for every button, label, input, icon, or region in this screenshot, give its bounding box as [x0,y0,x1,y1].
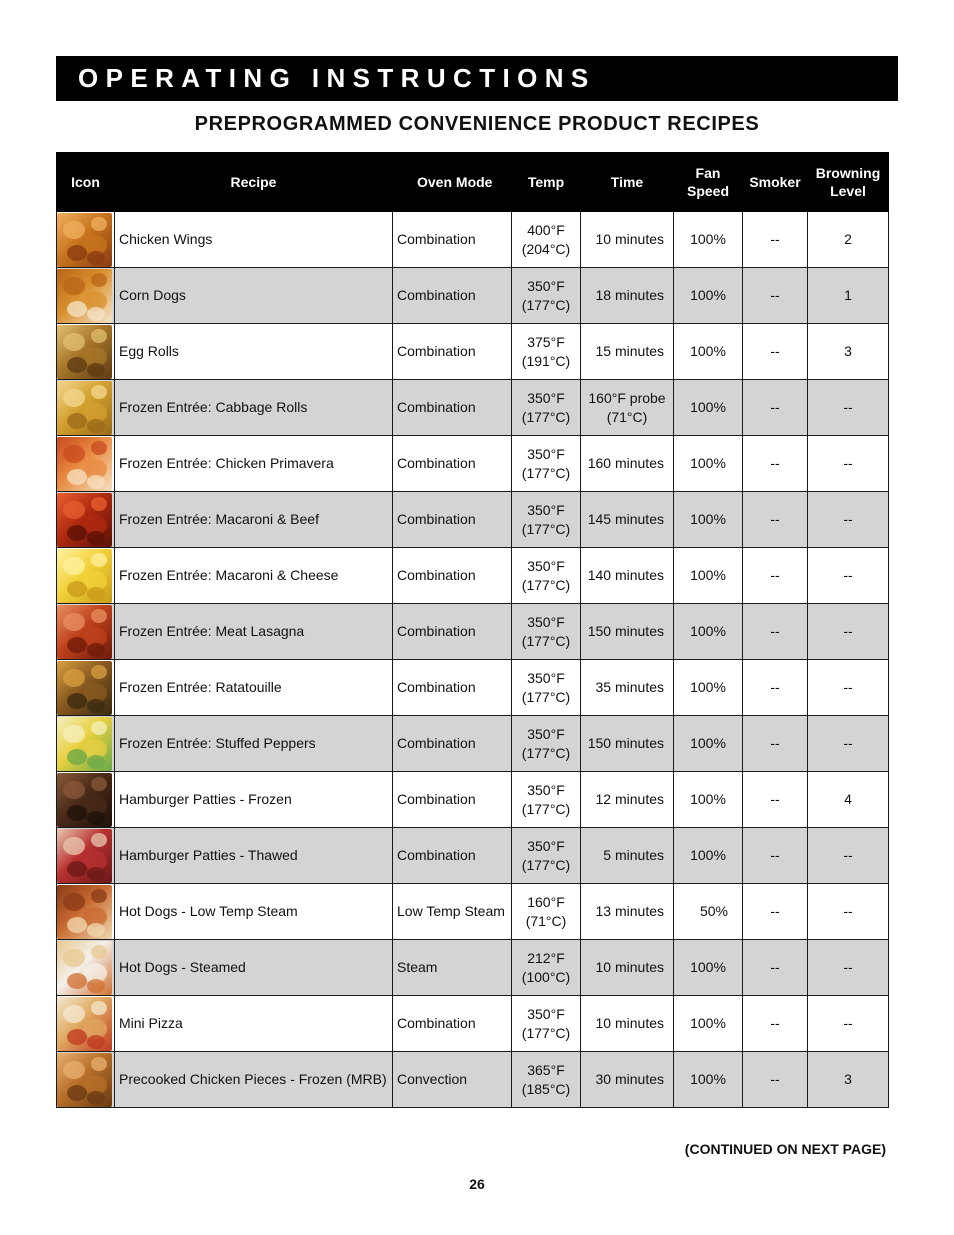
temp-fahrenheit: 350°F [527,725,565,742]
temp-celsius: (177°C) [521,800,571,817]
time-line-2: (71°C) [606,408,648,425]
oven-mode: Combination [393,324,512,380]
chicken-primavera-icon [57,437,112,491]
recipe-name: Mini Pizza [115,996,393,1052]
temp-cell [512,1052,581,1108]
browning-level: -- [808,940,889,996]
temp-celsius: (191°C) [521,352,571,369]
time-line-1: 160°F probe [588,389,666,406]
temp-fahrenheit: 212°F [527,949,565,966]
smoker-value: -- [743,1052,808,1108]
oven-mode: Combination [393,772,512,828]
temp-cell [512,268,581,324]
fan-speed: 100% [674,716,743,772]
icon-cell [57,772,115,828]
temp-cell [512,940,581,996]
browning-level: -- [808,828,889,884]
smoker-value: -- [743,212,808,268]
temp-fahrenheit: 365°F [527,1061,565,1078]
chicken-wings-icon [57,213,112,267]
smoker-value: -- [743,884,808,940]
temp-cell [512,772,581,828]
fan-speed: 100% [674,660,743,716]
icon-cell [57,436,115,492]
temp-cell [512,548,581,604]
time-cell: 10 minutes [581,996,674,1052]
fan-speed: 100% [674,772,743,828]
temp-fahrenheit: 400°F [527,221,565,238]
recipe-name: Hamburger Patties - Frozen [115,772,393,828]
icon-cell [57,940,115,996]
recipe-name: Corn Dogs [115,268,393,324]
recipe-name: Frozen Entrée: Ratatouille [115,660,393,716]
oven-mode: Combination [393,716,512,772]
temp-fahrenheit: 350°F [527,389,565,406]
time-cell [581,380,674,436]
icon-cell [57,212,115,268]
fan-speed: 100% [674,996,743,1052]
fan-speed: 100% [674,268,743,324]
time-cell: 35 minutes [581,660,674,716]
temp-cell [512,380,581,436]
browning-level: -- [808,996,889,1052]
temp-celsius: (177°C) [521,856,571,873]
hot-dogs-low-temp-icon [57,885,112,939]
time-cell: 150 minutes [581,604,674,660]
table-row [57,1052,889,1108]
icon-cell [57,492,115,548]
column-header-browning-level [808,153,889,212]
column-header-time: Time [581,153,674,212]
icon-cell [57,324,115,380]
icon-cell [57,380,115,436]
temp-cell [512,828,581,884]
page-subtitle: PREPROGRAMMED CONVENIENCE PRODUCT RECIPES [194,113,760,135]
ratatouille-icon [57,661,112,715]
oven-mode: Combination [393,828,512,884]
table-row [57,492,889,548]
temp-celsius: (177°C) [521,688,571,705]
browning-level: -- [808,492,889,548]
time-cell: 10 minutes [581,940,674,996]
time-cell: 12 minutes [581,772,674,828]
temp-celsius: (177°C) [521,744,571,761]
fan-speed: 100% [674,828,743,884]
table-row [57,436,889,492]
icon-cell [57,268,115,324]
temp-celsius: (185°C) [521,1080,571,1097]
time-cell: 145 minutes [581,492,674,548]
recipe-name: Hot Dogs - Steamed [115,940,393,996]
section-banner [56,56,898,101]
mini-pizza-icon [57,997,112,1051]
meat-lasagna-icon [57,605,112,659]
fan-speed: 100% [674,940,743,996]
temp-cell [512,604,581,660]
smoker-value: -- [743,604,808,660]
temp-cell [512,212,581,268]
browning-level: 4 [808,772,889,828]
browning-level: 2 [808,212,889,268]
table-row [57,884,889,940]
oven-mode: Convection [393,1052,512,1108]
browning-level: -- [808,884,889,940]
recipe-name: Egg Rolls [115,324,393,380]
oven-mode: Low Temp Steam [393,884,512,940]
recipe-table-body [57,212,889,1108]
table-row [57,940,889,996]
temp-fahrenheit: 350°F [527,669,565,686]
table-row [57,660,889,716]
time-cell: 30 minutes [581,1052,674,1108]
browning-level: 3 [808,1052,889,1108]
fan-speed: 100% [674,436,743,492]
smoker-value: -- [743,660,808,716]
icon-cell [57,604,115,660]
table-row [57,268,889,324]
temp-cell [512,324,581,380]
column-header-recipe: Recipe [115,153,393,212]
table-row [57,828,889,884]
temp-fahrenheit: 350°F [527,781,565,798]
hamburger-thawed-icon [57,829,112,883]
browning-level: 3 [808,324,889,380]
fan-speed: 100% [674,212,743,268]
browning-level: -- [808,604,889,660]
precooked-chicken-icon [57,1053,112,1107]
temp-cell [512,996,581,1052]
oven-mode: Combination [393,996,512,1052]
time-cell: 5 minutes [581,828,674,884]
table-row [57,604,889,660]
time-cell: 15 minutes [581,324,674,380]
recipe-name: Frozen Entrée: Macaroni & Cheese [115,548,393,604]
column-header-fan-speed [674,153,743,212]
recipe-name: Frozen Entrée: Cabbage Rolls [115,380,393,436]
fan-speed: 100% [674,324,743,380]
temp-cell [512,492,581,548]
macaroni-cheese-icon [57,549,112,603]
fan-speed: 100% [674,604,743,660]
browning-level: -- [808,548,889,604]
smoker-value: -- [743,324,808,380]
temp-celsius: (177°C) [521,296,571,313]
smoker-value: -- [743,940,808,996]
temp-celsius: (177°C) [521,408,571,425]
table-row [57,996,889,1052]
oven-mode: Combination [393,268,512,324]
icon-cell [57,716,115,772]
icon-cell [57,660,115,716]
temp-cell [512,660,581,716]
column-header-smoker: Smoker [743,153,808,212]
temp-celsius: (204°C) [521,240,571,257]
temp-cell [512,884,581,940]
temp-celsius: (177°C) [521,632,571,649]
cabbage-rolls-icon [57,381,112,435]
temp-cell [512,436,581,492]
table-row [57,212,889,268]
temp-fahrenheit: 350°F [527,837,565,854]
temp-celsius: (177°C) [521,520,571,537]
recipe-name: Frozen Entrée: Stuffed Peppers [115,716,393,772]
icon-cell [57,828,115,884]
browning-header-line-1: Browning [815,165,881,181]
fan-speed: 100% [674,492,743,548]
recipe-name: Frozen Entrée: Chicken Primavera [115,436,393,492]
temp-cell [512,716,581,772]
browning-level: -- [808,716,889,772]
fan-header-line-2: Speed [686,183,729,199]
icon-cell [57,548,115,604]
temp-celsius: (177°C) [521,576,571,593]
temp-celsius: (177°C) [521,464,571,481]
recipe-name: Precooked Chicken Pieces - Frozen (MRB) [115,1052,393,1108]
table-row [57,772,889,828]
continued-note: (CONTINUED ON NEXT PAGE) [684,1141,886,1157]
temp-fahrenheit: 160°F [527,893,565,910]
table-row [57,324,889,380]
oven-mode: Combination [393,436,512,492]
time-cell: 160 minutes [581,436,674,492]
recipe-name: Hot Dogs - Low Temp Steam [115,884,393,940]
smoker-value: -- [743,548,808,604]
temp-fahrenheit: 350°F [527,557,565,574]
page-number: 26 [469,1176,485,1192]
oven-mode: Combination [393,380,512,436]
oven-mode: Combination [393,604,512,660]
fan-header-line-1: Fan [695,165,721,181]
temp-celsius: (100°C) [521,968,571,985]
table-row [57,380,889,436]
time-cell: 13 minutes [581,884,674,940]
smoker-value: -- [743,828,808,884]
browning-level: -- [808,380,889,436]
recipe-table [56,152,889,1108]
corn-dogs-icon [57,269,112,323]
table-row [57,548,889,604]
temp-celsius: (71°C) [525,912,567,929]
hot-dogs-steamed-icon [57,941,112,995]
smoker-value: -- [743,268,808,324]
recipe-name: Frozen Entrée: Meat Lasagna [115,604,393,660]
recipe-name: Frozen Entrée: Macaroni & Beef [115,492,393,548]
icon-cell [57,884,115,940]
oven-mode: Combination [393,660,512,716]
time-cell: 10 minutes [581,212,674,268]
recipe-name: Chicken Wings [115,212,393,268]
smoker-value: -- [743,716,808,772]
oven-mode: Combination [393,492,512,548]
column-header-temp: Temp [512,153,581,212]
temp-celsius: (177°C) [521,1024,571,1041]
browning-level: 1 [808,268,889,324]
temp-fahrenheit: 350°F [527,277,565,294]
browning-level: -- [808,660,889,716]
oven-mode: Combination [393,212,512,268]
column-header-icon: Icon [57,153,115,212]
temp-fahrenheit: 375°F [527,333,565,350]
oven-mode: Combination [393,548,512,604]
banner-title: OPERATING INSTRUCTIONS [78,63,596,93]
temp-fahrenheit: 350°F [527,501,565,518]
fan-speed: 50% [674,884,743,940]
icon-cell [57,1052,115,1108]
macaroni-beef-icon [57,493,112,547]
smoker-value: -- [743,492,808,548]
oven-mode: Steam [393,940,512,996]
browning-header-line-2: Level [830,183,866,199]
time-cell: 150 minutes [581,716,674,772]
temp-fahrenheit: 350°F [527,445,565,462]
fan-speed: 100% [674,1052,743,1108]
browning-level: -- [808,436,889,492]
temp-fahrenheit: 350°F [527,613,565,630]
fan-speed: 100% [674,380,743,436]
smoker-value: -- [743,436,808,492]
smoker-value: -- [743,996,808,1052]
icon-cell [57,996,115,1052]
fan-speed: 100% [674,548,743,604]
table-row [57,716,889,772]
column-header-oven-mode: Oven Mode [393,153,512,212]
time-cell: 18 minutes [581,268,674,324]
smoker-value: -- [743,380,808,436]
temp-fahrenheit: 350°F [527,1005,565,1022]
smoker-value: -- [743,772,808,828]
time-cell: 140 minutes [581,548,674,604]
hamburger-frozen-icon [57,773,112,827]
egg-rolls-icon [57,325,112,379]
stuffed-peppers-icon [57,717,112,771]
recipe-name: Hamburger Patties - Thawed [115,828,393,884]
table-header-row [57,153,889,212]
